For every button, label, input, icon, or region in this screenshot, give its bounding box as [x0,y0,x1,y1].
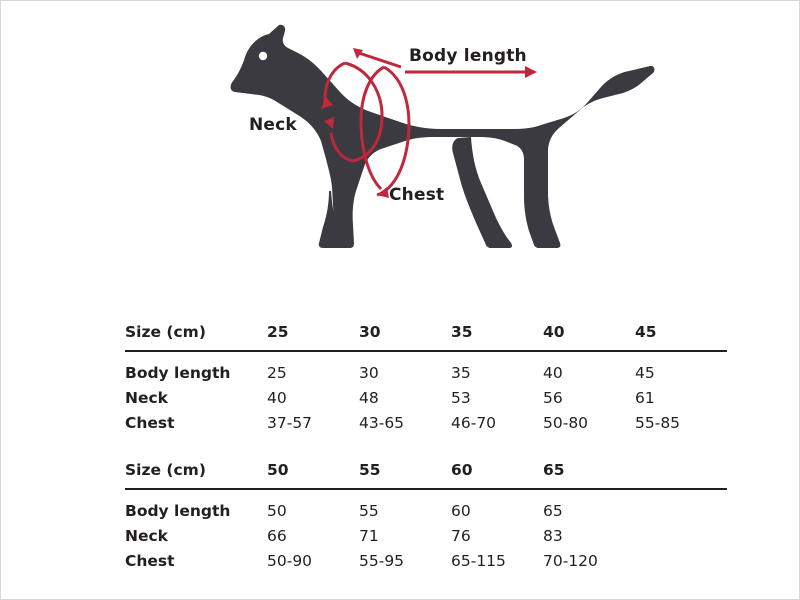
row-label: Chest [125,551,175,570]
row-label: Body length [125,501,231,520]
column-header: 50 [267,460,289,479]
cell: 50-80 [543,413,589,432]
cell: 40 [267,388,287,407]
cell: 46-70 [451,413,497,432]
size-table-small [125,319,727,435]
table-row [125,351,727,385]
cell [635,489,727,523]
cell: 37-57 [267,413,313,432]
cell: 56 [543,388,563,407]
size-table-large [125,457,727,573]
table-header-row [125,319,727,351]
cell: 55-85 [635,413,681,432]
cell: 55 [359,501,379,520]
size-tables [125,319,685,573]
cell: 25 [267,363,287,382]
cell: 53 [451,388,471,407]
table-row [125,385,727,410]
table-row [125,489,727,523]
cell: 61 [635,388,655,407]
column-header: 45 [635,322,657,341]
label-chest: Chest [389,185,445,205]
cell [635,548,727,573]
dog-measurement-illustration [1,1,800,301]
table-row [125,523,727,548]
table-row [125,548,727,573]
cell: 43-65 [359,413,405,432]
row-label: Neck [125,388,168,407]
column-header: 35 [451,322,473,341]
cell: 70-120 [543,551,598,570]
cell: 55-95 [359,551,405,570]
column-header: 55 [359,460,381,479]
column-header: Size (cm) [125,460,206,479]
cell: 65-115 [451,551,506,570]
cell: 45 [635,363,655,382]
row-label: Body length [125,363,231,382]
cell: 30 [359,363,379,382]
cell: 60 [451,501,471,520]
table-row [125,410,727,435]
cell: 65 [543,501,563,520]
label-body-length: Body length [409,46,527,66]
column-header: 65 [543,460,565,479]
row-label: Chest [125,413,175,432]
table-spacer [125,435,685,457]
column-header: 60 [451,460,473,479]
column-header: 25 [267,322,289,341]
label-neck: Neck [249,115,297,135]
cell: 83 [543,526,563,545]
column-header: 30 [359,322,381,341]
column-header [635,457,727,489]
cell: 48 [359,388,379,407]
cell: 71 [359,526,379,545]
column-header: Size (cm) [125,322,206,341]
cell: 50 [267,501,287,520]
cell: 35 [451,363,471,382]
cell: 40 [543,363,563,382]
cell: 76 [451,526,471,545]
row-label: Neck [125,526,168,545]
column-header: 40 [543,322,565,341]
cell: 66 [267,526,287,545]
cell [635,523,727,548]
cell: 50-90 [267,551,313,570]
table-header-row [125,457,727,489]
